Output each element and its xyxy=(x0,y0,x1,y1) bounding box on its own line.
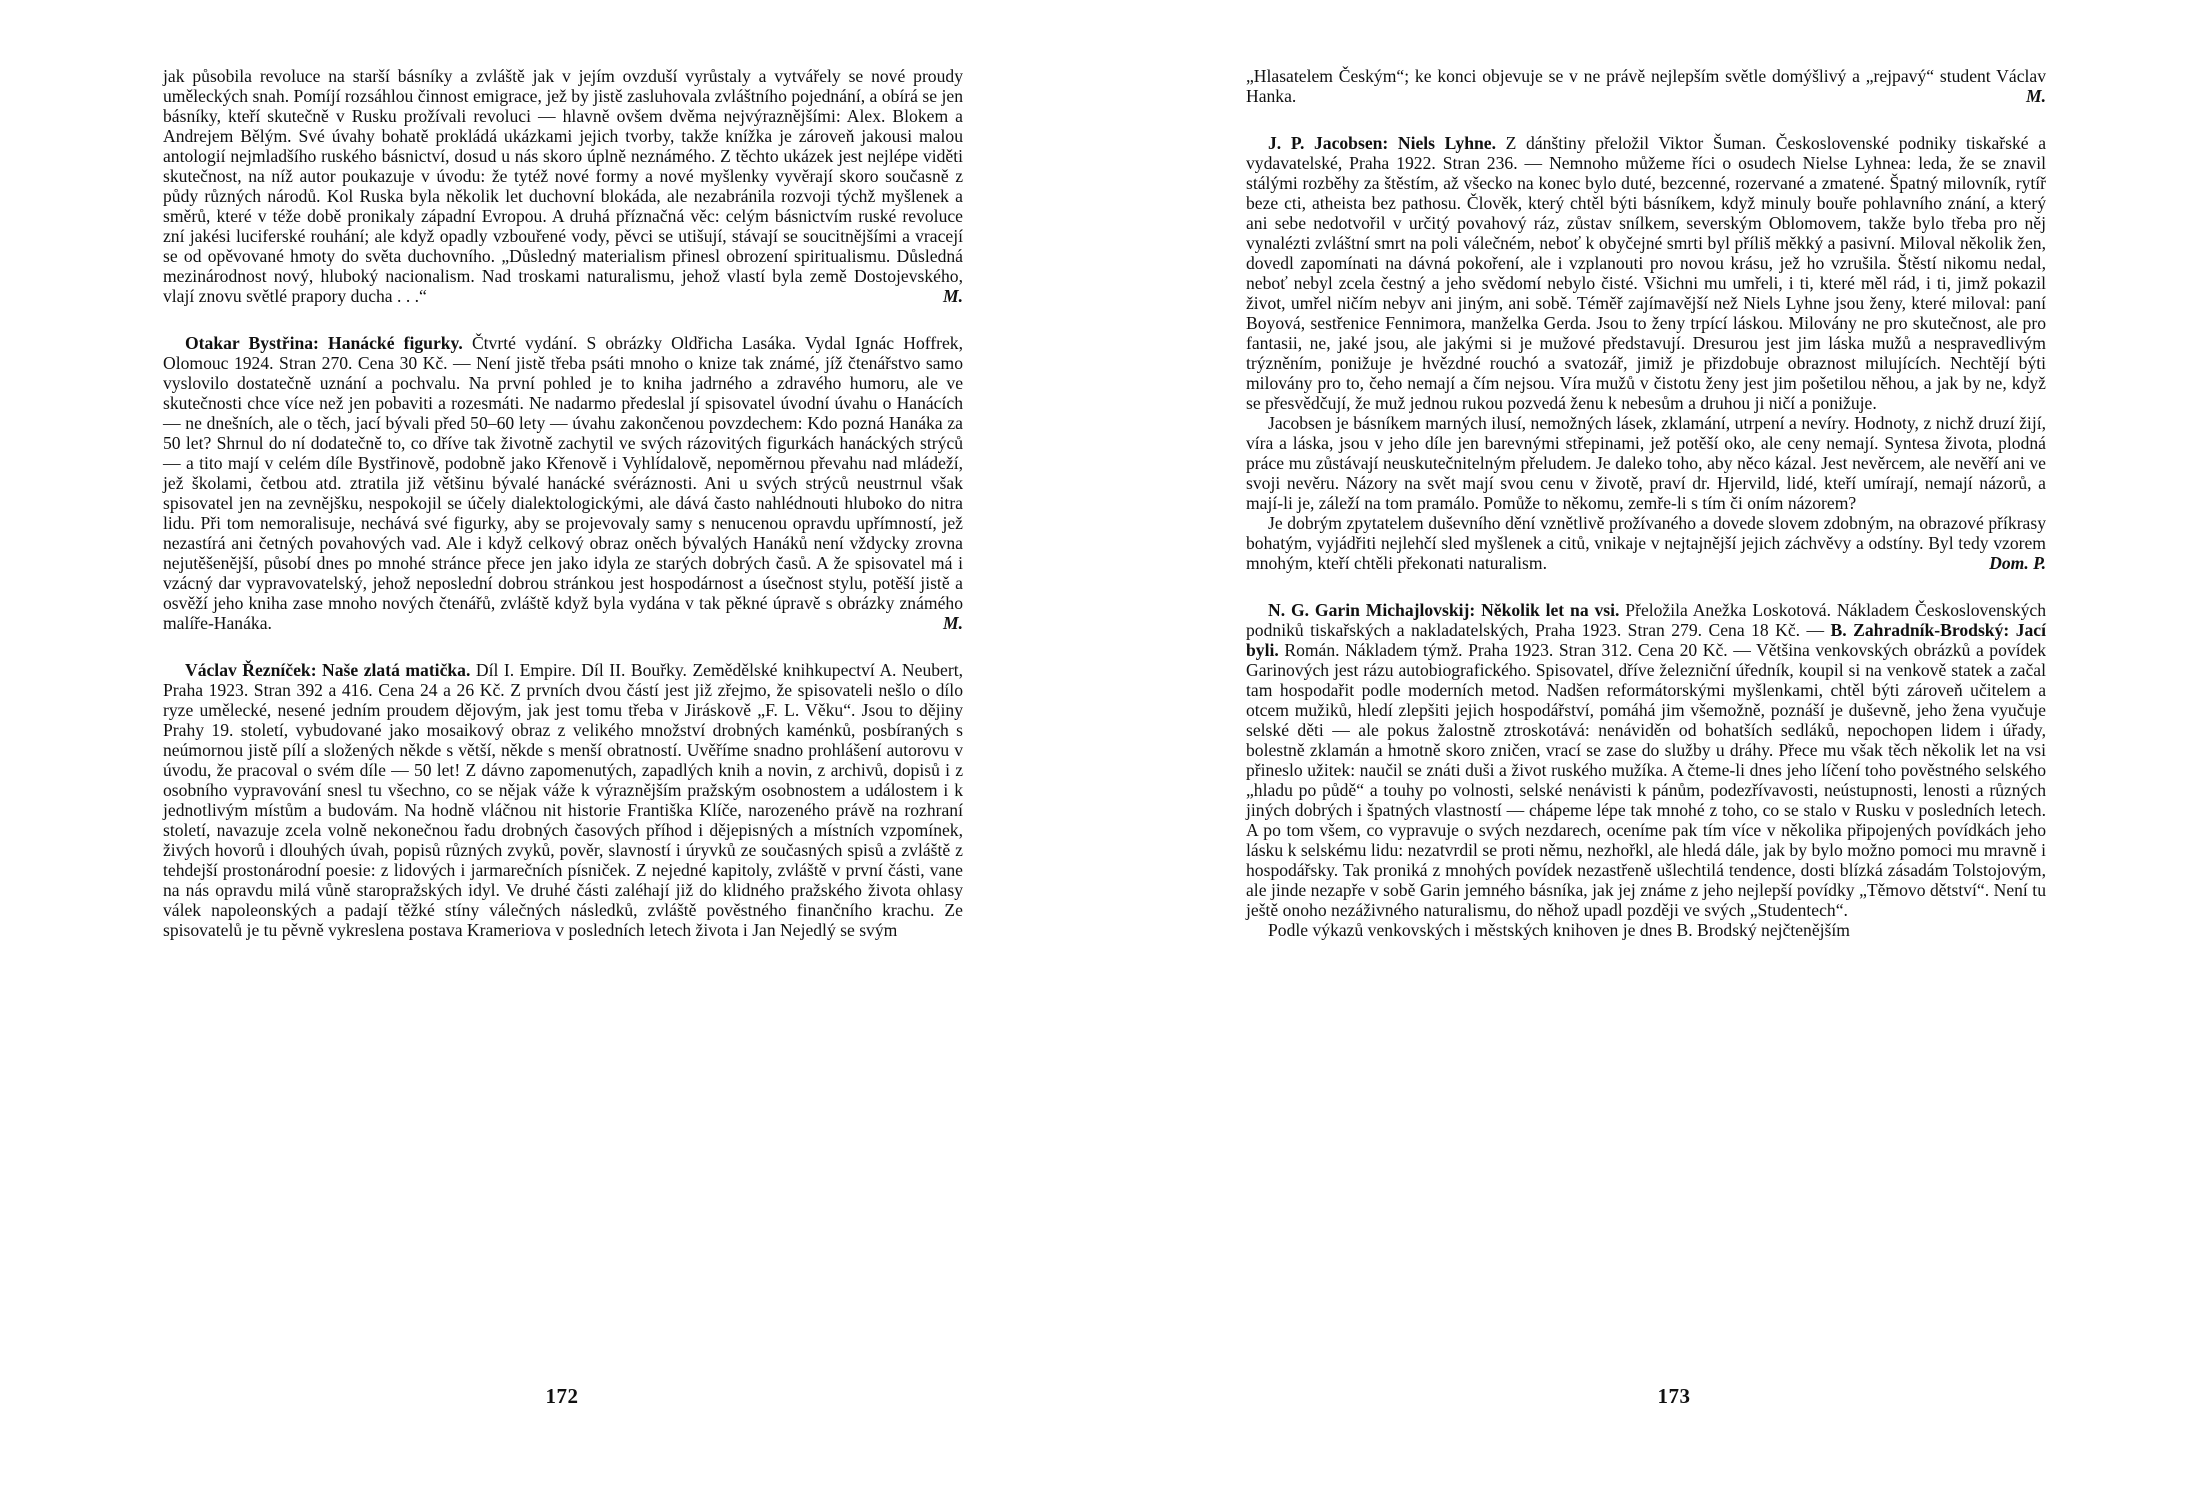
review-heading-secondary: B. Zahradník-Brodský: Jací byli. xyxy=(1246,620,2046,660)
review-text: Jacobsen je básníkem marných ilusí, nemožných lásek, zklamání, utrpení a nevíry. Hodnoty, z nichž druzí žijí, víra a láska, jsou v jeho díle jen barevnými střepinami, jež potěší oko, ale ceny nemají. Syntesa života, plodná práce mu zůstávají neuskutečnitelným přeludem. Je daleko toho, aby něco kázal. Jest nevěrcem, ale nevěří ani ve svoji nevěru. Názory na svět mají svou cenu v životě, praví dr. Hjervild, lidé, kteří umírají, nemají názorů, a mají-li je, záleží na tom pramálo. Pomůže to někomu, zemře-li s tím či oním názorem? xyxy=(1246,413,2046,513)
review-text: J. P. Jacobsen: Niels Lyhne. Z dánštiny přeložil Viktor Šuman. Československé podniky tiskařské a vydavatelské, Praha 1922. Stran 236. — Nemnoho můžeme říci o osudech Nielse Lyhnea: leda, že se znavil stálými rozběhy za štěstím, až všecko na konec bylo duté, bezcenné, rozervané a zmatené. Špatný milovník, rytíř beze cti, atheista bez pathosu. Člověk, který chtěl býti básníkem, když minuly bouře pohlavního znání, a který ani sebe nedotvořil v určitý povahový ráz, zůstav snílkem, severským Oblomovem, takže bylo třeba pro něj vynalézti zvláštní smrt na poli válečném, neboť k obyčejné smrti byl příliš měkký a pasivní. Miloval několik žen, dovedl zapomínati na dávná pokoření, ale i vzplanouti pro novou krásu, jež ho vzrušila. Štěstí nikomu nedal, neboť nebyl zcela čestný a jeho svědomí nebylo čisté. Všichni mu umřeli, i ti, které měl rád, i ti, jimž pokazil život, umřel ničím nebyv ani jiným, ani sobě. Téměř zajímavější než Niels Lyhne jsou ženy, které miloval: paní Boyová, sestřenice Fennimora, manželka Gerda. Jsou to ženy trpící láskou. Milovány ne pro skutečnost, ale pro fantasii, ne, jaké jsou, ale jakými si je mužové představují. Dresurou jest jim láska mužů a nespravedlivým trýzněním, ponižuje je hvězdné rouchó a svatozář, jimiž je přizdobuje obraznost milujících. Nechtějí býti milovány pro to, čeho nemají a čím nejsou. Víra mužů v čistotu ženy jest jim pošetilou něhou, a jak by ne, když se přesvědčují, že muž jednou rukou pozvedá ženu k nebesům a druhou ji ničí a ponižuje. xyxy=(1246,133,2047,413)
review-text: Podle výkazů venkovských i městských knihoven je dnes B. Brodský nejčtenějším xyxy=(1268,920,1850,940)
review-garin xyxy=(1246,600,2046,940)
right-page xyxy=(1106,0,2212,1500)
review-bystrina xyxy=(163,333,963,633)
review-heading: Václav Řezníček: Naše zlatá matička. xyxy=(185,660,471,680)
review-text: „Hlasatelem Českým“; ke konci objevuje se v ne právě nejlepším světle domýšlivý a „rejpavý“ student Václav Hanka. M. xyxy=(1246,66,2046,106)
review-heading: Otakar Bystřina: Hanácké figurky. xyxy=(185,333,463,353)
review-continuation-left xyxy=(163,66,963,306)
review-text: Václav Řezníček: Naše zlatá matička. Díl I. Empire. Díl II. Bouřky. Zemědělské knihkupectví A. Neubert, Praha 1923. Stran 392 a 416. Cena 24 a 26 Kč. Z prvních dvou částí jest již zřejmo, že spisovateli nešlo o dílo ryze umělecké, nesené jedním proudem dějovým, jak jest tomu třeba v Jiráskově „F. L. Věku“. Jsou to dějiny Prahy 19. století, vybudované jako mosaikový obraz z velikého množství drobných kaménků, posbíraných s neúmornou jistě pílí a složených někde s větší, někde s menší obratností. Uvěříme snadno prohlášení autorovu v úvodu, že pracoval o svém díle — 50 let! Z dávno zapomenutých, zapadlých knih a novin, z archivů, dopisů i z osobního vypravování snesl tu všechno, co se nějak váže k výraznějším pražským osobnostem a událostem i k jednotlivým místům a budovám. Na hodně vláčnou nit historie Františka Klíče, narozeného právě na rozhraní století, navazuje zcela volně nekonečnou řadu drobných časových příhod i dějepisných a místních vzpomínek, živých hovorů i dlouhých úvah, popisů různých zvyků, pověr, slavností i úryvků ze současných spisů a zvláště z tehdejší prostonárodní poesie: z lidových i jarmarečních písniček. Z nejedné kapitoly, zvláště v první části, vane na nás opravdu milá vůně staropražských idyl. Ve druhé části zaléhají již do klidného pražského života ohlasy válek napoleonských a padají těžké stíny válečných následků, zvláště pověstného finančního krachu. Ze spisovatelů je tu pěvně vykreslena postava Krameriova v posledních letech života i Jan Nejedlý se svým xyxy=(163,660,963,940)
left-text-column xyxy=(163,66,963,967)
page-number: 173 xyxy=(1657,1384,1691,1408)
review-signature: M. xyxy=(942,286,963,306)
review-text: Otakar Bystřina: Hanácké figurky. Čtvrté vydání. S obrázky Oldřicha Lasáka. Vydal Ignác Hoffrek, Olomouc 1924. Stran 270. Cena 30 Kč. — Není jistě třeba psáti mnoho o knize tak známé, jíž čtenářstvo samo vyslovilo dostatečně uznání a pochvalu. Na první pohled je to kniha jadrného a zdravého humoru, ale ve skutečnosti chce více než jen pobaviti a rozesmáti. Ne nadarmo předeslal jí spisovatel úvodní úvahu o Hanácích — ne dnešních, ale o těch, jací bývali před 50–60 lety — úvahu zakončenou povzdechem: Kdo pozná Hanáka za 50 let? Shrnul do ní dodatečně to, co dříve tak životně zachytil ve svých rázovitých figurkách hanáckých strýců — a tito mají v celém díle Bystřinově, podobně jako Křenově i Vyhlídalově, nepoměrnou převahu nad mládeží, jež školami, četbou atd. ztratila již většinu bývalé hanácké svéráznosti. Ani u svých strýců neustrnul však spisovatel jen na zevnějšku, nespokojil se účely dialektologickými, ale dává často nahlédnouti hluboko do nitra lidu. Při tom nemoralisuje, nechává své figurky, aby se projevovaly samy s nenucenou opravdu upřímností, jež nezastírá ani četných povahových vad. Ale i když celkový obraz oněch bývalých Hanáků není vždycky zrovna nejutěšenější, působí dnes po mnohé stránce přece jen jako idyla ze starých dobrých časů. A že spisovatel má i vzácný dar vypravovatelský, jehož neposlední dobrou stránkou jest hospodárnost a úsečnost stylu, potěší jistě a osvěží jeho kniha zase mnoho nových čtenářů, zvláště když byla vydána v tak pěkné úpravě s obrázky známého malíře-Hanáka. M. xyxy=(163,333,963,633)
review-heading: J. P. Jacobsen: Niels Lyhne. xyxy=(1268,133,1497,153)
review-jacobsen xyxy=(1246,133,2046,573)
review-signature: M. xyxy=(2025,86,2046,106)
review-text: jak působila revoluce na starší básníky a zvláště jak v jejím ovzduší vyrůstaly a vytvářely se nové proudy uměleckých snah. Pomíjí rozsáhlou činnost emigrace, jež by jistě zasluhovala zvláštního pojednání, a obírá se jen básníky, kteří skutečně v Rusku prožívali revoluci — hlavně ovšem dvěma nejvýraznějšími: Alex. Blokem a Andrejem Bělým. Své úvahy bohatě prokládá ukázkami jejich tvorby, takže knížka je zároveň jakousi malou antologií nejmladšího ruského básnictví, dosud u nás skoro úplně neznámého. Z těchto ukázek jest nejlépe viděti skutečnost, na níž autor poukazuje v úvodu: že tytéž nové formy a nové myšlenky vyvěrají skoro současně z půdy různých národů. Kol Ruska byla několik let duchovní blokáda, ale nezabránila rozvoji týchž myšlenek a směrů, které v téže době pronikaly západní Evropou. A druhá příznačná věc: celým básnictvím ruské revoluce zní jakési luciferské rouhání; ale když opadly vzbouřené vody, pěvci se utišují, stávají se soucitnějšími a vracejí se od opěvované hmoty do světa duchovního. „Důsledný materialism přinesl obrození spiritualismu. Důsledná mezinárodnost nový, hluboký nacionalism. Nad troskami naturalismu, jehož vlastí byla země Dostojevského, vlají znovu světlé prapory ducha . . .“ M. xyxy=(163,66,963,306)
review-heading: N. G. Garin Michajlovskij: Několik let na vsi. xyxy=(1268,600,1620,620)
right-text-column xyxy=(1246,66,2046,967)
review-reznicek xyxy=(163,660,963,940)
review-signature: Dom. P. xyxy=(1989,553,2046,573)
page-number: 172 xyxy=(545,1384,579,1408)
review-signature: M. xyxy=(942,613,963,633)
review-continuation-right xyxy=(1246,66,2046,106)
review-text: N. G. Garin Michajlovskij: Několik let na vsi. Přeložila Anežka Loskotová. Nákladem Československých podniků tiskařských a nakladatelských, Praha 1923. Stran 279. Cena 18 Kč. — B. Zahradník-Brodský: Jací byli. Román. Nákladem týmž. Praha 1923. Stran 312. Cena 20 Kč. — Většina venkovských obrázků a povídek Garinových jest rázu autobiografického. Spisovatel, dříve železniční úředník, koupil si na venkově statek a začal tam hospodařit podle moderních metod. Nadšen reformátorskými myšlenkami, chtěl býti zároveň učitelem a otcem mužiků, hledí zlepšiti jejich hospodářství, pomáhá jim všemožně, poznáší je duševně, jeho žena vyučuje selské děti — ale pokus žalostně ztroskotává: nenáviděn od bohatších sedláků, nepochopen lidem i úřady, bolestně zklamán a hmotně skoro zničen, vrací se zase do služby u dráhy. Přece mu však těch několik let na vsi přineslo užitek: naučil se znáti duši a život ruského mužíka. A čteme-li dnes jeho líčení toho pověstného selského „hladu po půdě“ a touhy po volnosti, selské nenávisti k pánům, podezřívavosti, neústupnosti, lenosti a různých jiných dobrých i špatných vlastností — chápeme lépe tak mnohé z toho, co se stalo v Rusku v posledních letech. A po tom všem, co vypravuje o svých nezdarech, oceníme pak tím více v několika připojených povídkách jeho lásku k selskému lidu: nezatvrdil se proti němu, nezhořkl, ale hledá dále, jak by bylo možno pomoci mu mravně i hospodářsky. Tak proniká z mnohých povídek nezastřeně ušlechtilá tendence, dosti blízká zásadám Tolstojovým, ale jinde nezapře v sobě Garin jemného básníka, jak jej známe z jeho nejlepší povídky „Těmovo dětství“. Není tu ještě onoho nezáživného naturalismu, do něhož upadl později ve svých „Studentech“. xyxy=(1246,600,2046,920)
review-text: Je dobrým zpytatelem duševního dění vznětlivě prožívaného a dovede slovem zdobným, na obrazové příkrasy bohatým, vyjádřiti nejlehčí sled myšlenek a citů, vnikaje v nejtajnější jejich záchvěvy a odstíny. Byl tedy vzorem mnohým, kteří chtěli překonati naturalism. Dom. P. xyxy=(1246,513,2046,573)
